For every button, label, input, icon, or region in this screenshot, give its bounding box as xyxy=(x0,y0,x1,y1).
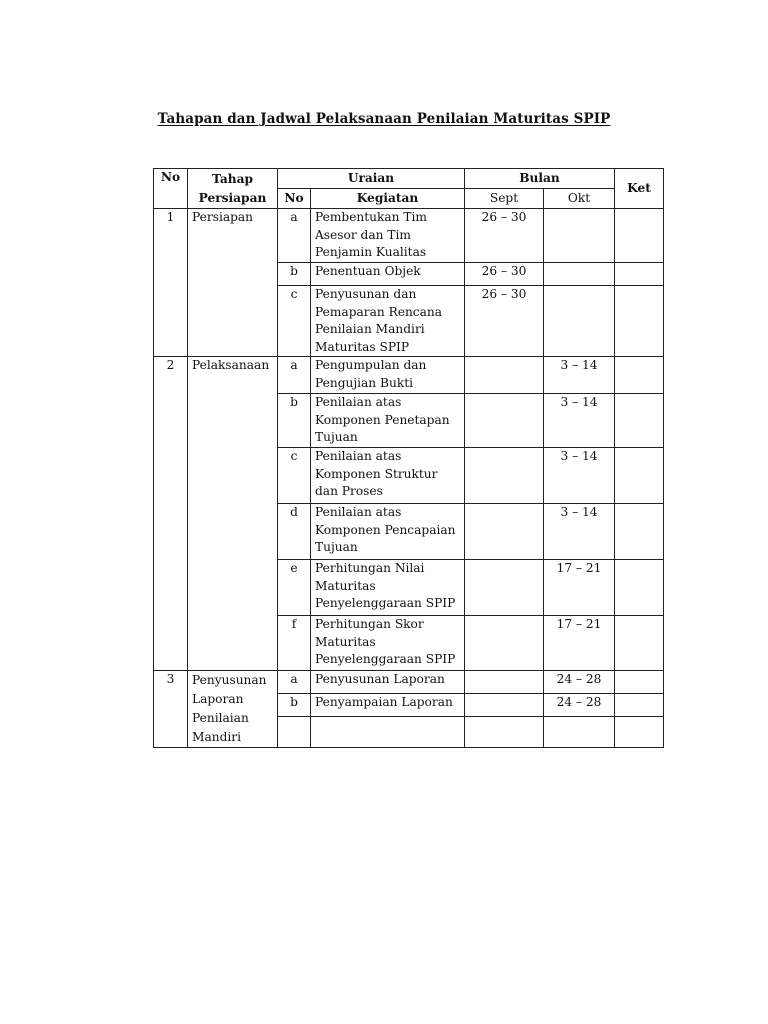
stage-number: 3 xyxy=(154,671,188,748)
header-ket: Ket xyxy=(615,169,664,209)
sept-date: 26 – 30 xyxy=(465,263,544,286)
okt-date: 3 – 14 xyxy=(544,504,615,560)
activity-code: b xyxy=(278,263,311,286)
okt-date xyxy=(544,209,615,263)
ket-cell xyxy=(615,286,664,357)
table-row xyxy=(154,671,664,694)
activity-name: Penilaian atas Komponen Struktur dan Proses xyxy=(311,448,465,504)
ket-cell xyxy=(615,263,664,286)
activity-name: Perhitungan Nilai Maturitas Penyelenggaraan SPIP xyxy=(311,560,465,616)
activity-code: c xyxy=(278,448,311,504)
schedule-table xyxy=(153,168,664,748)
sept-date xyxy=(465,717,544,748)
sept-date xyxy=(465,504,544,560)
stage-number: 2 xyxy=(154,357,188,671)
activity-code: c xyxy=(278,286,311,357)
okt-date: 3 – 14 xyxy=(544,448,615,504)
activity-code: b xyxy=(278,394,311,448)
activity-name: Penyusunan Laporan xyxy=(311,671,465,694)
sept-date xyxy=(465,694,544,717)
sept-date: 26 – 30 xyxy=(465,209,544,263)
okt-date: 17 – 21 xyxy=(544,560,615,616)
okt-date: 24 – 28 xyxy=(544,671,615,694)
sept-date xyxy=(465,357,544,394)
activity-name: Penilaian atas Komponen Penetapan Tujuan xyxy=(311,394,465,448)
okt-date: 24 – 28 xyxy=(544,694,615,717)
header-sub-no: No xyxy=(278,189,311,209)
header-bulan: Bulan xyxy=(465,169,615,189)
table-body xyxy=(154,209,664,748)
ket-cell xyxy=(615,717,664,748)
sept-date xyxy=(465,616,544,671)
activity-name: Pembentukan Tim Asesor dan Tim Penjamin Kualitas xyxy=(311,209,465,263)
okt-date xyxy=(544,286,615,357)
okt-date: 17 – 21 xyxy=(544,616,615,671)
stage-name: Penyusunan Laporan Penilaian Mandiri xyxy=(188,671,278,748)
table-row xyxy=(154,209,664,263)
activity-code: a xyxy=(278,671,311,694)
activity-name: Perhitungan Skor Maturitas Penyelenggaraan SPIP xyxy=(311,616,465,671)
activity-code: a xyxy=(278,209,311,263)
sept-date: 26 – 30 xyxy=(465,286,544,357)
ket-cell xyxy=(615,504,664,560)
table-row xyxy=(154,357,664,394)
sept-date xyxy=(465,448,544,504)
activity-name: Penilaian atas Komponen Pencapaian Tujuan xyxy=(311,504,465,560)
sept-date xyxy=(465,671,544,694)
sept-date xyxy=(465,560,544,616)
ket-cell xyxy=(615,616,664,671)
ket-cell xyxy=(615,357,664,394)
activity-name: Penyampaian Laporan xyxy=(311,694,465,717)
page-title: Tahapan dan Jadwal Pelaksanaan Penilaian Maturitas SPIP xyxy=(157,111,611,127)
okt-date: 3 – 14 xyxy=(544,357,615,394)
sept-date xyxy=(465,394,544,448)
header-no: No xyxy=(154,169,188,209)
header-kegiatan: Kegiatan xyxy=(311,189,465,209)
activity-code: d xyxy=(278,504,311,560)
ket-cell xyxy=(615,209,664,263)
activity-name: Penyusunan dan Pemaparan Rencana Penilaian Mandiri Maturitas SPIP xyxy=(311,286,465,357)
stage-name: Pelaksanaan xyxy=(188,357,278,671)
activity-code: f xyxy=(278,616,311,671)
ket-cell xyxy=(615,560,664,616)
activity-name: Penentuan Objek xyxy=(311,263,465,286)
activity-name: Pengumpulan dan Pengujian Bukti xyxy=(311,357,465,394)
okt-date: 3 – 14 xyxy=(544,394,615,448)
stage-number: 1 xyxy=(154,209,188,357)
header-tahap xyxy=(188,169,278,209)
header-okt: Okt xyxy=(544,189,615,209)
ket-cell xyxy=(615,448,664,504)
ket-cell xyxy=(615,394,664,448)
activity-code xyxy=(278,717,311,748)
ket-cell xyxy=(615,671,664,694)
header-tahap-line2: Persiapan xyxy=(198,190,267,205)
ket-cell xyxy=(615,694,664,717)
header-tahap-line1: Tahap xyxy=(211,171,254,186)
stage-name: Persiapan xyxy=(188,209,278,357)
activity-code: a xyxy=(278,357,311,394)
activity-code: b xyxy=(278,694,311,717)
header-uraian: Uraian xyxy=(278,169,465,189)
activity-code: e xyxy=(278,560,311,616)
activity-name xyxy=(311,717,465,748)
okt-date xyxy=(544,717,615,748)
okt-date xyxy=(544,263,615,286)
table-header xyxy=(154,169,664,209)
header-sept: Sept xyxy=(465,189,544,209)
